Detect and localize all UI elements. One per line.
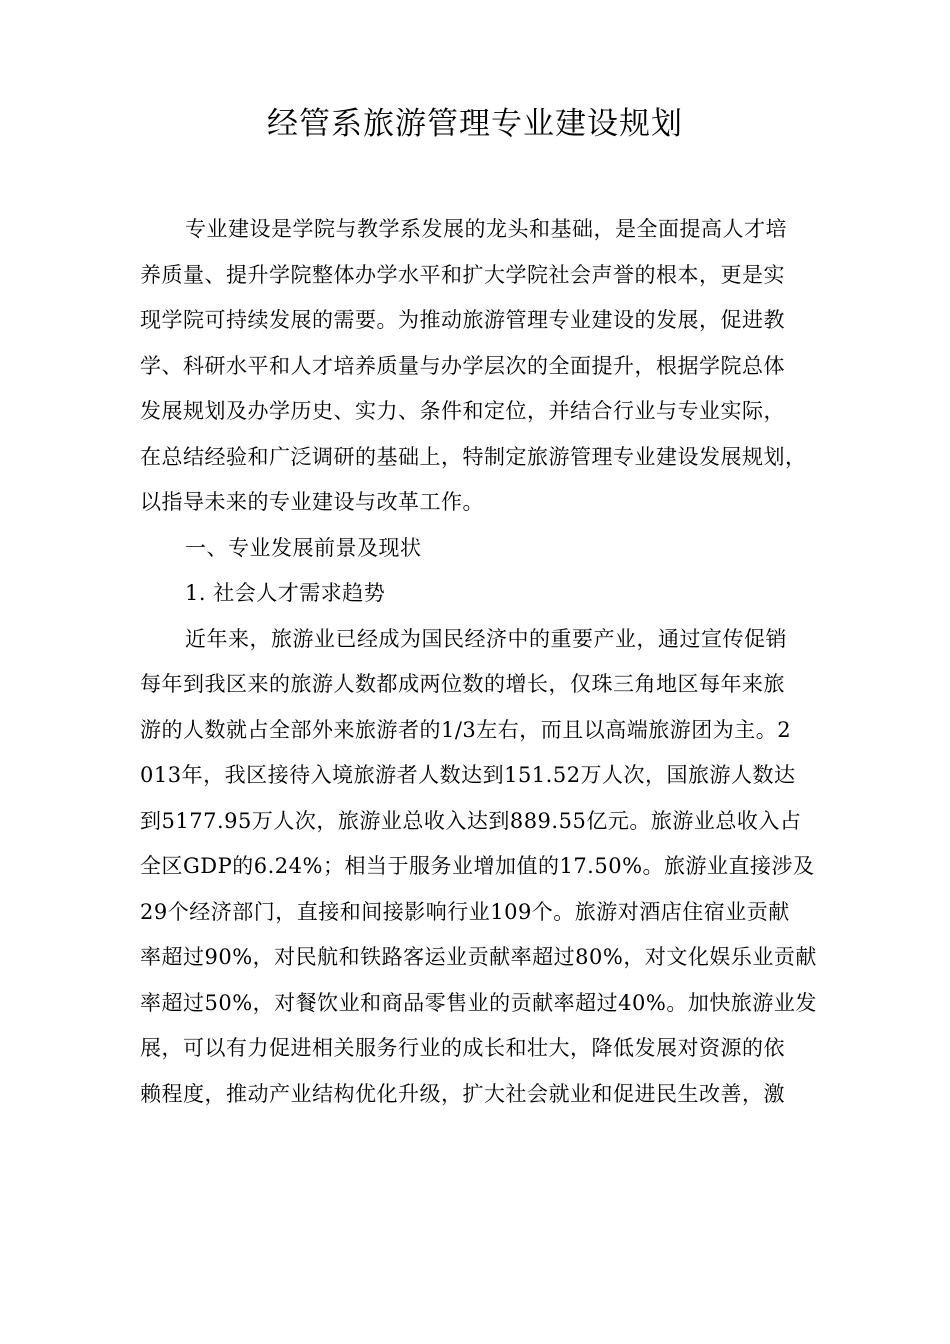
paragraph-line: 率超过50%，对餐饮业和商品零售业的贡献率超过40%。加快旅游业发 <box>140 990 817 1015</box>
paragraph-line: 近年来，旅游业已经成为国民经济中的重要产业，通过宣传促销 <box>185 626 787 651</box>
paragraph-line: 游的人数就占全部外来旅游者的1/3左右，而且以高端旅游团为主。2 <box>140 717 792 742</box>
paragraph-line: 以指导未来的专业建设与改革工作。 <box>140 490 484 514</box>
paragraph-line: 学、科研水平和人才培养质量与办学层次的全面提升，根据学院总体 <box>140 353 785 378</box>
paragraph-line: 展，可以有力促进相关服务行业的成长和壮大，降低发展对资源的依 <box>140 1036 785 1060</box>
paragraph-line: 养质量、提升学院整体办学水平和扩大学院社会声誉的根本，更是实 <box>140 262 785 287</box>
paragraph-line: 013年，我区接待入境旅游者人数达到151.52万人次，国旅游人数达 <box>140 763 796 787</box>
paragraph-line: 在总结经验和广泛调研的基础上，特制定旅游管理专业建设发展规划， <box>140 444 807 469</box>
paragraph-line: 29个经济部门，直接和间接影响行业109个。旅游对酒店住宿业贡献 <box>140 899 790 924</box>
paragraph-line: 每年到我区来的旅游人数都成两位数的增长，仅珠三角地区每年来旅 <box>140 672 785 696</box>
paragraph-line: 赖程度，推动产业结构优化升级，扩大社会就业和促进民生改善，激 <box>140 1081 785 1106</box>
paragraph-line: 全区GDP的6.24%；相当于服务业增加值的17.50%。旅游业直接涉及 <box>140 854 815 878</box>
section-heading: 一、专业发展前景及现状 <box>185 535 422 560</box>
paragraph-line: 率超过90%，对民航和铁路客运业贡献率超过80%，对文化娱乐业贡献 <box>140 945 817 969</box>
paragraph-line: 发展规划及办学历史、实力、条件和定位，并结合行业与专业实际， <box>140 399 785 423</box>
document-body <box>140 207 840 1117</box>
document-title: 经管系旅游管理专业建设规划 <box>267 106 683 142</box>
paragraph-line: 到5177.95万人次，旅游业总收入达到889.55亿元。旅游业总收入占 <box>140 808 802 833</box>
subsection-heading: 1. 社会人才需求趋势 <box>185 581 386 605</box>
paragraph-line: 现学院可持续发展的需要。为推动旅游管理专业建设的发展，促进教 <box>140 308 785 332</box>
paragraph-line: 专业建设是学院与教学系发展的龙头和基础，是全面提高人才培 <box>185 217 787 241</box>
